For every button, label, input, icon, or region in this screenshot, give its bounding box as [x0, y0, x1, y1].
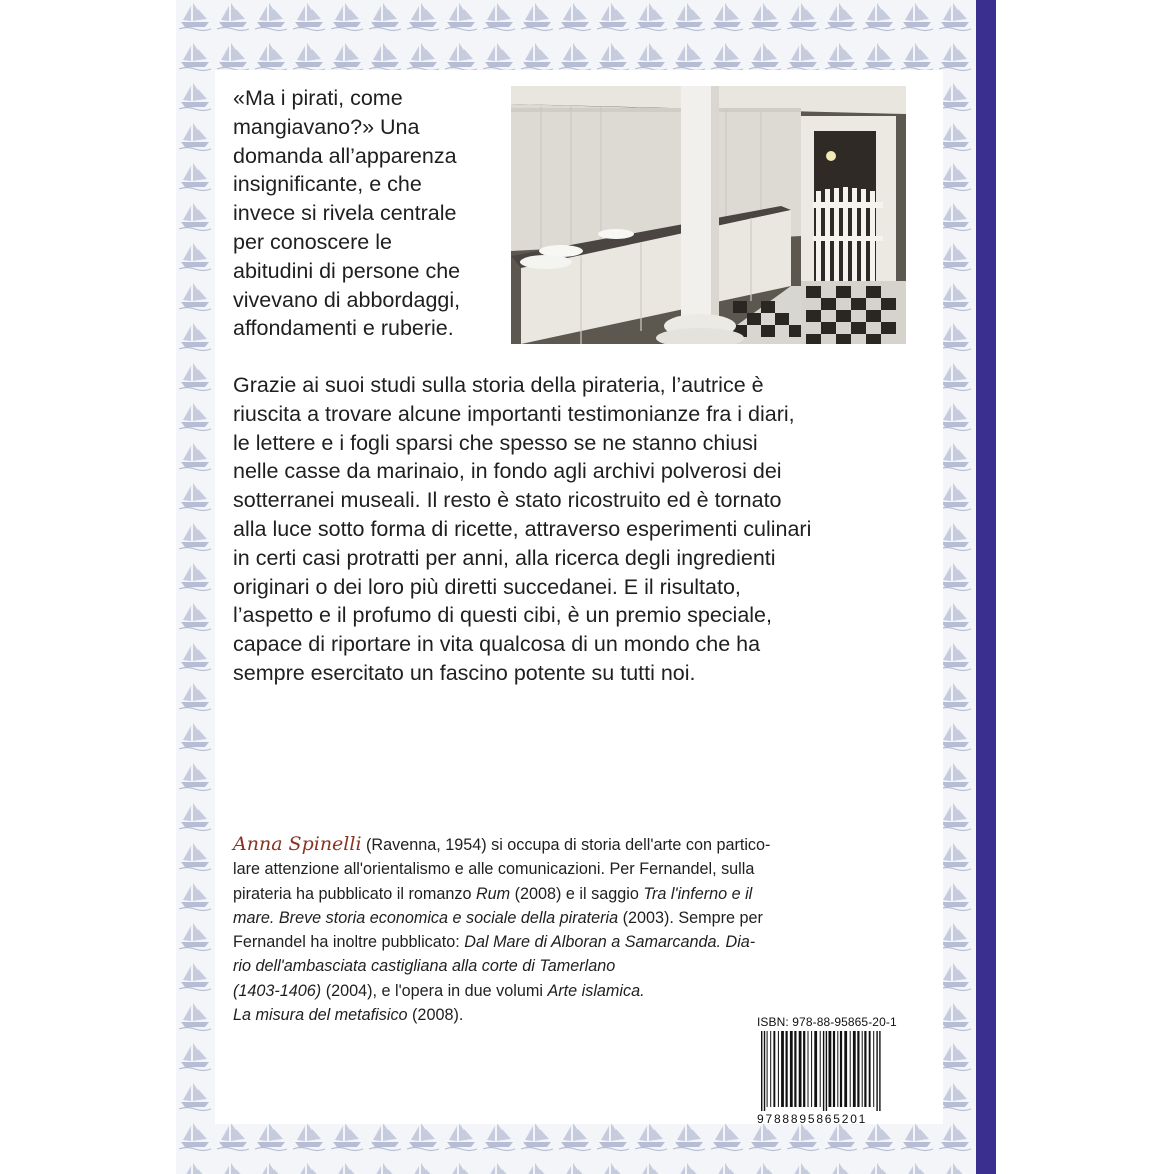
blurb-line: affondamenti e ruberie.: [233, 316, 454, 341]
isbn-barcode: [757, 1015, 929, 1127]
barcode-bar: [869, 1031, 871, 1107]
barcode-bar: [829, 1031, 832, 1107]
blurb-line: sotterranei museali. Il resto è stato ricostruito ed è tornato: [233, 488, 782, 513]
blurb-line: domanda all’apparenza: [233, 143, 457, 168]
blurb-line: abitudini di persone che: [233, 258, 461, 283]
blurb-line: le lettere e i fogli sparsi che spesso se ne stanno chiusi: [233, 430, 758, 455]
ship-galley-photo: [511, 86, 906, 344]
barcode-bar: [833, 1031, 835, 1107]
cover-spine-edge: [976, 0, 996, 1174]
bio-text: Fernandel ha inoltre pubblicato:: [233, 933, 465, 952]
barcode-bar: [803, 1031, 805, 1107]
bio-text: (2004), e l'opera in due volumi: [321, 981, 548, 1000]
barcode-bar: [773, 1031, 775, 1107]
blurb-line: capace di riportare in vita qualcosa di un mondo che ha: [233, 632, 761, 657]
bio-line: [233, 906, 763, 930]
bio-text: (2008) e il saggio: [510, 884, 644, 903]
barcode-bar: [826, 1031, 827, 1111]
barcode-bar: [770, 1031, 771, 1107]
bio-line: [233, 1003, 743, 1027]
author-bio: [233, 832, 771, 1027]
blurb-line: insignificante, e che: [233, 172, 422, 197]
bio-text: (Ravenna, 1954) si occupa di storia dell'arte con partico-: [361, 836, 771, 854]
blurb-line: «Ma i pirati, come: [233, 86, 403, 110]
blurb-line: in certi casi protratti per anni, alla ricerca degli ingredienti: [233, 545, 776, 570]
barcode-bar: [799, 1031, 802, 1107]
blurb-line: invece si rivela centrale: [233, 201, 457, 226]
author-name: Anna Spinelli: [233, 833, 362, 855]
book-title: (1403-1406): [233, 981, 322, 1000]
barcode-bar: [786, 1031, 788, 1107]
book-title: Dal Mare di Alboran a Samarcanda. Dia-: [464, 933, 756, 952]
barcode-bar: [767, 1031, 768, 1107]
blurb-line: sempre esercitato un fascino potente su tutti noi.: [233, 660, 696, 685]
bio-line: [233, 930, 756, 954]
barcode-bar: [853, 1031, 856, 1107]
blurb-body: [233, 371, 811, 688]
barcode-bar: [794, 1031, 796, 1107]
blurb-line: alla luce sotto forma di ricette, attraverso esperimenti culinari: [233, 516, 812, 541]
bio-line: [233, 882, 753, 906]
barcode-bar: [820, 1031, 821, 1107]
book-title: La misura del metafisico: [233, 1006, 408, 1025]
barcode-bar: [879, 1031, 880, 1111]
blurb-line: l’aspetto e il profumo di questi cibi, è un premio speciale,: [233, 603, 772, 628]
bio-line: [233, 979, 743, 1003]
blurb-line: per conoscere le: [233, 229, 392, 254]
barcode-bar: [781, 1031, 784, 1107]
barcode-bars: [757, 1031, 929, 1111]
barcode-digits: 9788895865201: [757, 1112, 868, 1126]
book-title: Tra l'inferno e il: [643, 884, 753, 903]
book-title: Rum: [475, 884, 511, 903]
bio-text: (2003). Sempre per: [618, 908, 763, 927]
book-title: rio dell'ambasciata castigliana alla corte di Tamerlano: [233, 957, 616, 976]
book-title: Arte islamica.: [547, 981, 645, 1000]
bio-text: (2008).: [407, 1006, 464, 1025]
barcode-bar: [850, 1031, 851, 1107]
barcode-bar: [840, 1031, 842, 1107]
book-title: mare. Breve storia economica e sociale della pirateria: [233, 908, 619, 927]
blurb-line: Grazie ai suoi studi sulla storia della pirateria, l’autrice è: [233, 373, 764, 397]
bio-line: lare attenzione all'orientalismo e alle comunicazioni. Per Fernandel, sulla: [233, 860, 755, 879]
barcode-bar: [864, 1031, 866, 1107]
blurb-line: vivevano di abbordaggi,: [233, 287, 461, 312]
barcode-bar: [862, 1031, 863, 1107]
blurb-line: riuscita a trovare alcune importanti testimonianze fra i diari,: [233, 401, 795, 426]
blurb-line: originari o dei loro più diretti succedanei. E il risultato,: [233, 574, 741, 599]
blurb-intro: [233, 84, 460, 343]
barcode-bar: [837, 1031, 838, 1107]
isbn-label: ISBN: 978-88-95865-20-1: [757, 1015, 897, 1029]
barcode-bar: [844, 1031, 847, 1107]
bio-line: [233, 954, 743, 978]
barcode-bar: [876, 1031, 877, 1111]
barcode-bar: [823, 1031, 824, 1111]
barcode-bar: [814, 1031, 817, 1107]
barcode-bar: [873, 1031, 874, 1107]
blurb-line: mangiavano?» Una: [233, 114, 420, 139]
barcode-bar: [761, 1031, 762, 1111]
barcode-bar: [778, 1031, 779, 1107]
barcode-bar: [808, 1031, 809, 1107]
bio-text: pirateria ha pubblicato il romanzo: [233, 884, 476, 903]
bio-line: [233, 832, 771, 857]
blurb-line: nelle casse da marinaio, in fondo agli archivi polverosi dei: [233, 459, 782, 484]
barcode-bar: [811, 1031, 812, 1107]
barcode-bar: [857, 1031, 859, 1107]
barcode-bar: [764, 1031, 765, 1111]
barcode-bar: [790, 1031, 793, 1107]
